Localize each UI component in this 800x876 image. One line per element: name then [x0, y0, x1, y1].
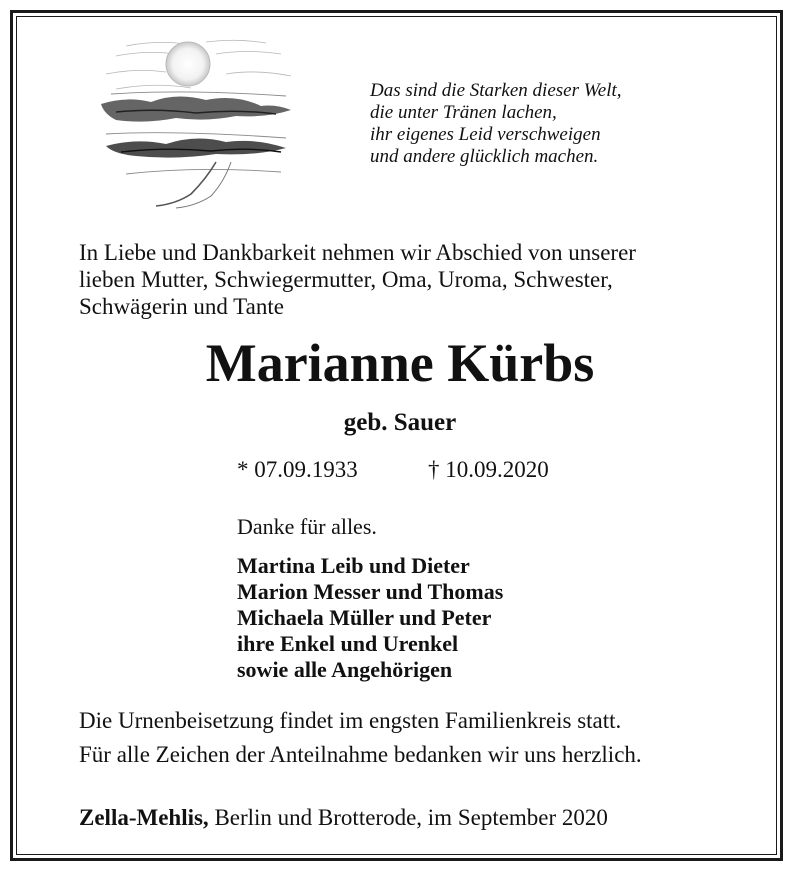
intro-line: lieben Mutter, Schwiegermutter, Oma, Uroma, Schwester, [79, 267, 613, 292]
mourner-entry: Marion Messer und Thomas [237, 579, 504, 604]
poem-verse [370, 80, 622, 168]
mourner-entry: Michaela Müller und Peter [237, 605, 492, 630]
mourner-entry: sowie alle Angehörigen [237, 657, 453, 682]
place-city: Zella-Mehlis, [79, 805, 209, 830]
intro-line: Schwägerin und Tante [79, 294, 284, 319]
closing-line: Die Urnenbeisetzung findet im engsten Familienkreis statt. [79, 708, 622, 733]
poem-line: und andere glücklich machen. [370, 146, 599, 167]
poem-line: Das sind die Starken dieser Welt, [370, 80, 622, 101]
place-and-date [79, 804, 608, 832]
mourner-entry: ihre Enkel und Urenkel [237, 631, 459, 656]
poem-line: die unter Tränen lachen, [370, 102, 557, 123]
mourners-list [237, 553, 503, 683]
closing-text [79, 704, 642, 772]
mourner-entry: Martina Leib und Dieter [237, 553, 470, 578]
maiden-name: geb. Sauer [343, 409, 457, 436]
intro-text [79, 239, 636, 320]
intro-line: In Liebe und Dankbarkeit nehmen wir Abschied von unserer [79, 240, 636, 265]
thanks-line: Danke für alles. [237, 514, 377, 539]
place-rest: Berlin und Brotterode, im September 2020 [208, 805, 608, 830]
deceased-name: Marianne Kürbs [205, 333, 595, 393]
closing-line: Für alle Zeichen der Anteilnahme bedanken wir uns herzlich. [79, 742, 642, 767]
death-date: † 10.09.2020 [428, 457, 549, 482]
sunset-landscape-icon [96, 34, 296, 209]
birth-date: * 07.09.1933 [237, 457, 358, 482]
poem-line: ihr eigenes Leid verschweigen [370, 124, 601, 145]
